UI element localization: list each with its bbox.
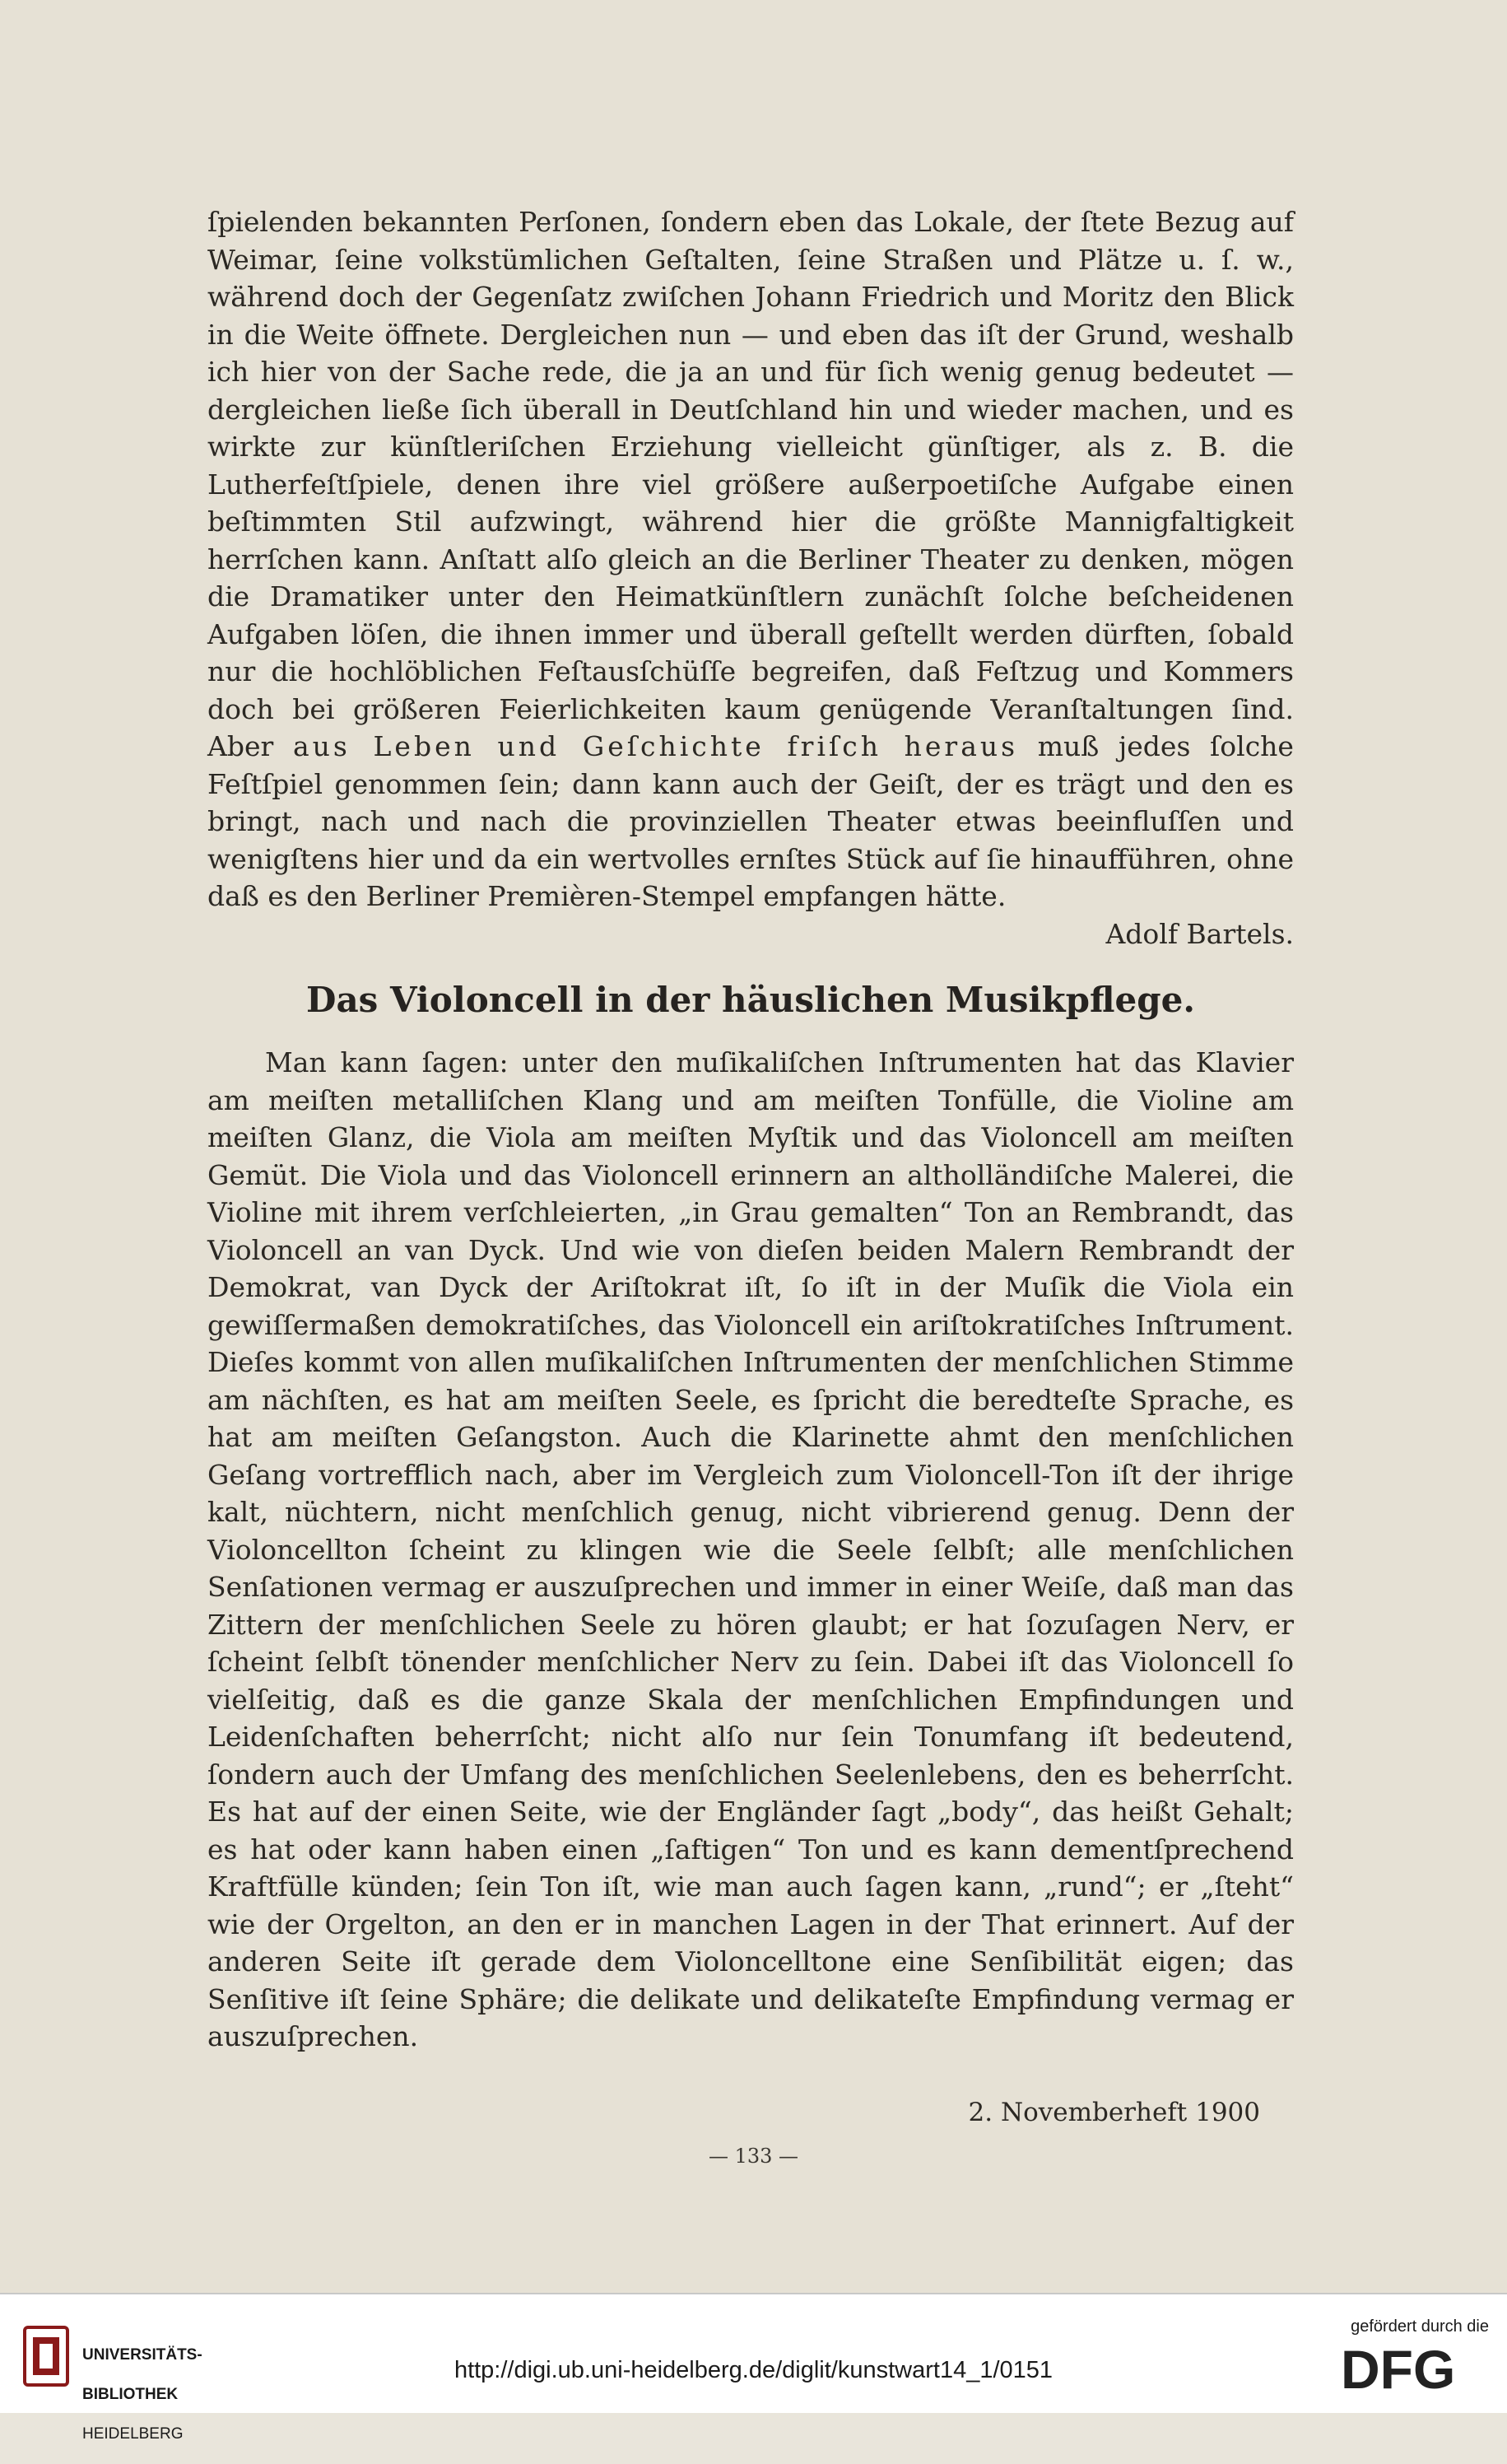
dfg-logo-text: DFG xyxy=(1341,2339,1456,2396)
library-name-line: HEIDELBERG xyxy=(82,2425,184,2443)
university-library-name[interactable] xyxy=(82,2326,202,2464)
library-name-line: BIBLIOTHEK xyxy=(82,2386,179,2403)
viewer-footer xyxy=(0,2293,1507,2443)
article-body-paragraph: Man kann ſagen: unter den muſikaliſchen Inſtrumenten hat das Klavier am meiſten metalliſchen Klang und am meiſten Tonfülle, die Violine am meiſten Glanz, die Viola am meiſten Myſtik und das Violoncell am meiſten Gemüt. Die Viola und das Violoncell erinnern an altholländiſche Malerei, die Violine mit ihrem verſchleierten, „in Grau gemalten“ Ton an Rembrandt, das Violoncell an van Dyck. Und wie von dieſen beiden Malern Rembrandt der Demokrat, van Dyck der Ariſtokrat iſt, ſo iſt in der Muſik die Viola ein gewiſſermaßen demokratiſches, das Violoncell ein ariſtokratiſches Inſtrument. Dieſes kommt von allen muſikaliſchen Inſtrumenten der menſchlichen Stimme am nächſten, es hat am meiſten Seele, es ſpricht die beredteſte Sprache, es hat am meiſten Geſangston. Auch die Klarinette ahmt den menſchlichen Geſang vortrefflich nach, aber im Vergleich zum Violoncell-Ton iſt der ihrige kalt, nüchtern, nicht menſchlich genug, nicht vibrierend genug. Denn der Violoncellton ſcheint zu klingen wie die Seele ſelbſt; alle menſchlichen Senſationen vermag er auszuſprechen und immer in einer Weiſe, daß man das Zittern der menſchlichen Seele zu hören glaubt; er hat ſozuſagen Nerv, er ſcheint ſelbſt tönender menſchlicher Nerv zu ſein. Dabei iſt das Violoncell ſo vielſeitig, daß es die ganze Skala der menſchlichen Empfindungen und Leidenſchaften beherrſcht; nicht alſo nur ſein Tonumfang iſt bedeutend, ſondern auch der Umfang des menſchlichen Seelenlebens, den es beherrſcht. Es hat auf der einen Seite, wie der Engländer ſagt „body“, das heißt Gehalt; es hat oder kann haben einen „ſaftigen“ Ton und es kann dementſprechend Kraftfülle künden; ſein Ton iſt, wie man auch ſagen kann, „rund“; er „ſteht“ wie der Orgelton, an den er in manchen Lagen in der That erinnert. Auf der anderen Seite iſt gerade dem Violoncelltone eine Senſibilität eigen; das Senſitive iſt ſeine Sphäre; die delikate und delikateſte Empfindung vermag er auszuſprechen. xyxy=(207,1046,1294,2052)
paragraph-text-end: muß jedes ſolche Feſtſpiel genommen ſein; dann kann auch der Geiſt, der es trägt und den es bringt, nach und nach die provinziellen Theater etwas beeinfluſſen und wenigſtens hier und da ein wertvolles ernſtes Stück auf ſie hinaufführen, ohne daß es den Berliner Premièren-Stempel empfangen hätte. xyxy=(207,730,1294,912)
issue-label: 2. Novemberheft 1900 xyxy=(968,2098,1260,2127)
library-name-line: UNIVERSITÄTS- xyxy=(82,2346,202,2364)
article-continuation-paragraph xyxy=(207,203,1294,953)
permalink-url[interactable]: http://digi.ub.uni-heidelberg.de/diglit/kunstwart14_1/0151 xyxy=(453,2357,1054,2383)
dfg-logo-icon[interactable] xyxy=(1341,2339,1489,2396)
page-number: — 133 — xyxy=(708,2145,799,2168)
article-heading: Das Violoncell in der häuslichen Musikpflege. xyxy=(306,980,1195,1020)
funding-label: gefördert durch die xyxy=(1351,2317,1489,2336)
footer-divider xyxy=(0,2293,1507,2294)
author-signature: Adolf Bartels. xyxy=(1105,917,1294,950)
paragraph-text: ſpielenden bekannten Perſonen, ſondern eben das Lokale, der ſtete Bezug auf Weimar, ſeine volkstümlichen Geſtalten, ſeine Straßen und Plätze u. ſ. w., während doch der Gegenſatz zwiſchen Johann Friedrich und Moritz den Blick in die Weite öffnete. Dergleichen nun — und eben das iſt der Grund, weshalb ich hier von der Sache rede, die ja an und für ſich wenig genug bedeutet — dergleichen ließe ſich überall in Deutſchland hin und wieder machen, und es wirkte zur künſtleriſchen Erziehung vielleicht günſtiger, als z. B. die Lutherfeſtſpiele, denen ihre viel größere außerpoetiſche Aufgabe einen beſtimmten Stil aufzwingt, während hier die größte Mannigfaltigkeit herrſchen kann. Anſtatt alſo gleich an die Berliner Theater zu denken, mögen die Dramatiker unter den Heimatkünſtlern zunächſt ſolche beſcheidenen Aufgaben löſen, die ihnen immer und überall geſtellt werden dürften, ſobald nur die hochlöblichen Feſtausſchüſſe begreifen, daß Feſtzug und Kommers doch bei größeren Feierlichkeiten kaum genügende Veranſtaltungen ſind. Aber xyxy=(207,206,1294,762)
spaced-emphasis-text: aus Leben und Geſchichte friſch heraus xyxy=(292,730,1019,762)
